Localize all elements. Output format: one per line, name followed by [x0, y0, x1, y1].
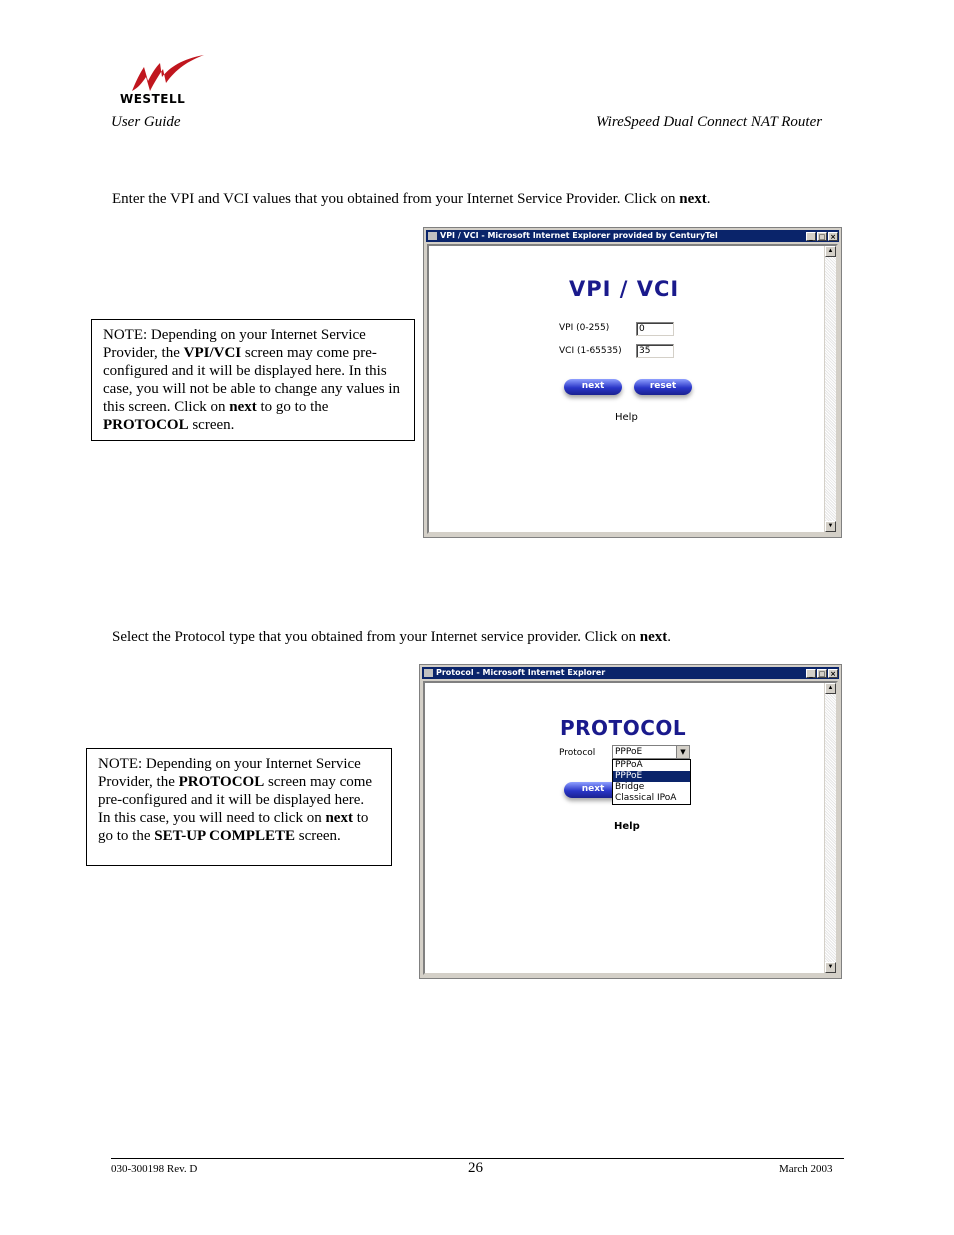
- intro-end: .: [667, 629, 672, 645]
- reset-button[interactable]: reset: [634, 379, 692, 395]
- window-titlebar: [426, 230, 839, 242]
- note-bold: VPI/VCI: [183, 345, 242, 361]
- header-right: WireSpeed Dual Connect NAT Router: [596, 114, 823, 130]
- vpi-vci-browser-window: [423, 227, 842, 538]
- close-icon[interactable]: ×: [828, 669, 838, 678]
- help-link[interactable]: Help: [614, 821, 640, 832]
- scroll-down-icon[interactable]: ▼: [825, 962, 836, 973]
- option-bridge[interactable]: Bridge: [615, 782, 645, 792]
- intro-bold: next: [679, 191, 707, 207]
- note-bold: PROTOCOL: [103, 417, 189, 433]
- minimize-icon[interactable]: _: [806, 232, 816, 241]
- protocol-dropdown-list[interactable]: [612, 759, 691, 805]
- option-pppoe[interactable]: PPPoE: [613, 771, 690, 782]
- section2-intro: [112, 629, 671, 646]
- protocol-selected-value: PPPoE: [615, 747, 643, 757]
- option-pppoa[interactable]: PPPoA: [615, 760, 643, 770]
- page-number: 26: [468, 1160, 483, 1176]
- minimize-icon[interactable]: _: [806, 669, 816, 678]
- section1-intro: [112, 191, 711, 208]
- vci-label: VCI (1-65535): [559, 346, 622, 356]
- vertical-scrollbar[interactable]: [824, 683, 836, 973]
- note-bold: PROTOCOL: [178, 774, 265, 790]
- note-bold: next: [229, 399, 257, 415]
- window-title: Protocol - Microsoft Internet Explorer: [436, 668, 606, 677]
- westell-logo-icon: [128, 55, 206, 95]
- footer-rule: [111, 1158, 844, 1159]
- close-icon[interactable]: ×: [828, 232, 838, 241]
- window-title: VPI / VCI - Microsoft Internet Explorer provided by CenturyTel: [440, 231, 718, 240]
- protocol-label: Protocol: [559, 748, 596, 758]
- note-text: screen may come pre-configured and it will be displayed here. In this case, you will need to click on: [98, 774, 373, 826]
- doc-number: 030-300198 Rev. D: [111, 1163, 198, 1175]
- intro-end: .: [706, 191, 711, 207]
- intro-text: Enter the VPI and VCI values that you obtained from your Internet Service Provider. Click on: [112, 191, 680, 207]
- protocol-note: [86, 748, 392, 866]
- browser-content: [423, 681, 838, 975]
- doc-date: March 2003: [779, 1163, 833, 1175]
- ie-icon: [424, 669, 433, 677]
- note-text: NOTE: Depending on your Internet Service Provider, the: [103, 327, 366, 361]
- note-text: screen may come pre-configured and it will be displayed here. In this case, you will not be able to change any values in this screen. Click on: [103, 345, 400, 415]
- next-button[interactable]: next: [564, 379, 622, 395]
- vertical-scrollbar[interactable]: [824, 246, 836, 532]
- vci-input[interactable]: 35: [636, 344, 674, 358]
- intro-bold: next: [639, 629, 668, 645]
- header-left: User Guide: [111, 114, 181, 130]
- next-button[interactable]: next: [564, 782, 622, 798]
- browser-content: [427, 244, 838, 534]
- maximize-icon[interactable]: □: [818, 670, 826, 678]
- protocol-select[interactable]: [612, 745, 690, 759]
- note-text: NOTE: Depending on your Internet Service Provider, the: [98, 756, 361, 790]
- vpi-label: VPI (0-255): [559, 323, 610, 333]
- note-text: to go to the: [256, 399, 329, 415]
- scroll-up-icon[interactable]: ▲: [825, 683, 836, 694]
- note-text: screen.: [188, 417, 235, 433]
- vpi-input[interactable]: 0: [636, 322, 674, 336]
- ie-icon: [428, 232, 437, 240]
- dropdown-arrow-icon[interactable]: ▼: [676, 746, 689, 758]
- vpi-vci-note: [91, 319, 415, 441]
- help-link[interactable]: Help: [615, 412, 638, 423]
- note-text: screen.: [294, 828, 341, 844]
- option-classical-ipoa[interactable]: Classical IPoA: [615, 793, 677, 803]
- note-bold: SET-UP COMPLETE: [154, 828, 295, 844]
- note-text: to go to the: [98, 810, 369, 844]
- page-heading: PROTOCOL: [560, 716, 687, 740]
- protocol-browser-window: [419, 664, 842, 979]
- scroll-down-icon[interactable]: ▼: [825, 521, 836, 532]
- intro-text: Select the Protocol type that you obtained from your Internet service provider. Click on: [112, 629, 640, 645]
- maximize-icon[interactable]: □: [818, 233, 826, 241]
- window-titlebar: [422, 667, 839, 679]
- westell-logo-text: WESTELL: [120, 92, 186, 106]
- scroll-up-icon[interactable]: ▲: [825, 246, 836, 257]
- page-heading: VPI / VCI: [569, 277, 680, 301]
- note-bold: next: [325, 810, 353, 826]
